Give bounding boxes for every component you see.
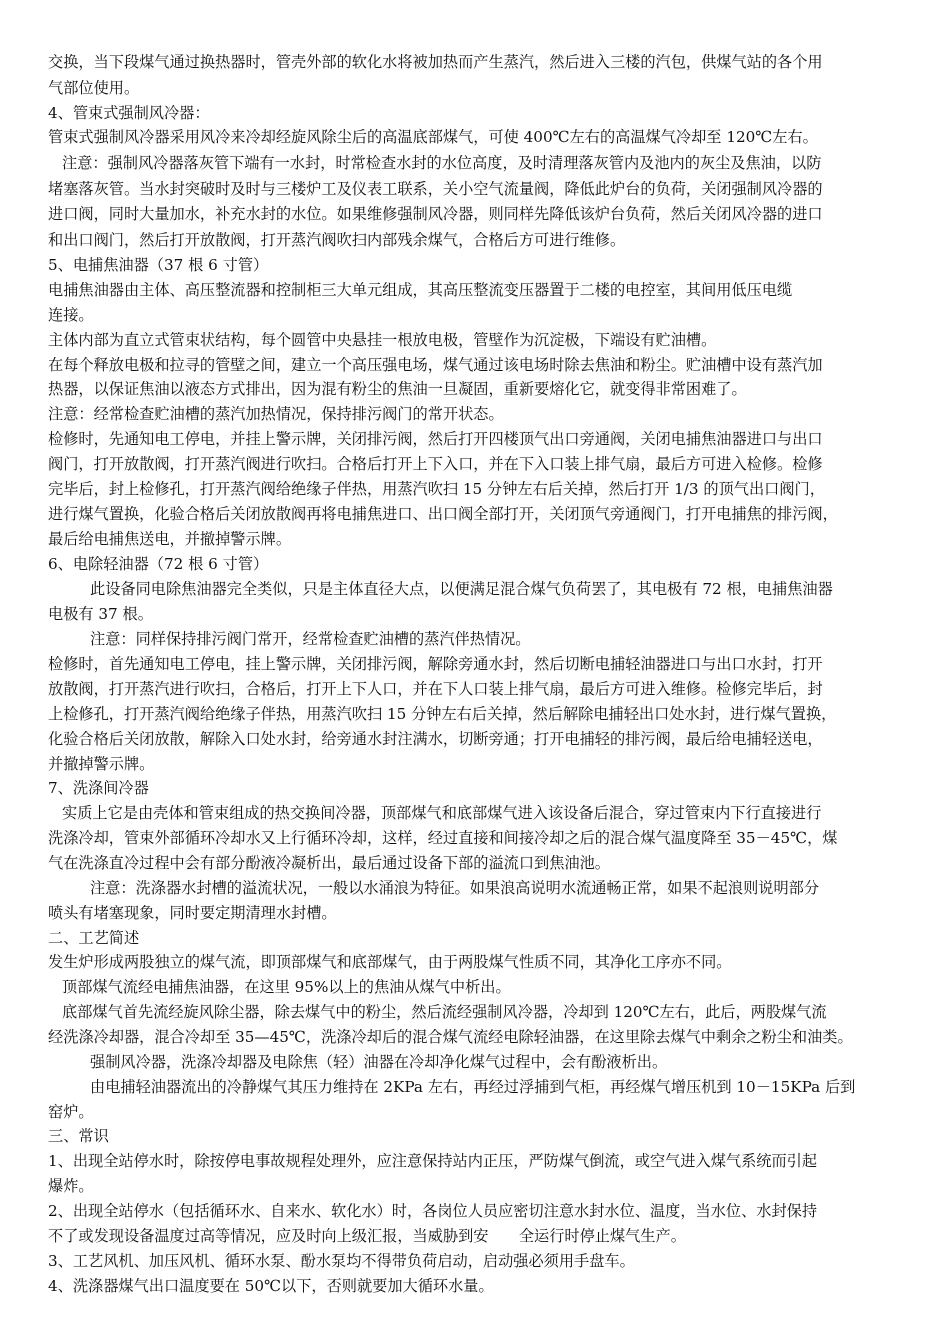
text-line: 2、出现全站停水（包括循环水、自来水、软化水）时，各岗位人员应密切注意水封水位、温度，当水位、水封保持 (48, 1202, 818, 1220)
text-line: 发生炉形成两股独立的煤气流，即顶部煤气和底部煤气，由于两股煤气性质不同，其净化工序亦不同。 (48, 953, 732, 971)
note-line: 注意：强制风冷器落灰管下端有一水封，时常检查水封的水位高度，及时清理落灰管内及池内的灰尘及焦油，以防 (62, 154, 822, 172)
text-line: 经洗涤冷却器，混合冷却至 35—45℃，洗涤冷却后的混合煤气流经电除轻油器，在这里除去煤气中剩余之粉尘和油类。 (48, 1028, 853, 1046)
text-line: 此设备同电除焦油器完全类似，只是主体直径大点，以便满足混合煤气负荷罢了，其电极有 72 根，电捕焦油器 (90, 580, 833, 598)
text-line: 顶部煤气流经电捕焦油器，在这里 95%以上的焦油从煤气中析出。 (62, 978, 511, 996)
text-line: 最后给电捕焦送电，并撤掉警示牌。 (48, 530, 291, 548)
text-line: 进口阀，同时大量加水，补充水封的水位。如果维修强制风冷器，则同样先降低该炉台负荷，然后关闭风冷器的进口 (48, 205, 823, 223)
section-heading: 5、电捕焦油器（37 根 6 寸管） (48, 256, 269, 274)
section-heading: 7、洗涤间冷器 (48, 779, 149, 797)
text-line: 喷头有堵塞现象，同时要定期清理水封槽。 (48, 904, 337, 922)
text-line: 放散阀，打开蒸汽进行吹扫，合格后，打开上下人口，并在下人口装上排气扇，最后方可进入维修。检修完毕后，封 (48, 680, 823, 698)
note-line: 注意：同样保持排污阀门常开，经常检查贮油槽的蒸汽伴热情况。 (90, 630, 531, 648)
text-line: 完毕后，封上检修孔，打开蒸汽阀给绝缘子伴热，用蒸汽吹扫 15 分钟左右后关掉，然后打开 1/3 的顶气出口阀门， (48, 480, 825, 498)
text-line: 1、出现全站停水时，除按停电事故规程处理外，应注意保持站内正压，严防煤气倒流，或空气进入煤气系统而引起 (48, 1152, 818, 1170)
text-line: 阀门，打开放散阀，打开蒸汽阀进行吹扫。合格后打开上下入口，并在下入口装上排气扇，最后方可进入检修。检修 (48, 455, 823, 473)
text-line: 交换，当下段煤气通过换热器时，管壳外部的软化水将被加热而产生蒸汽，然后进入三楼的汽包，供煤气站的各个用 (48, 53, 823, 71)
text-line: 并撤掉警示牌。 (48, 755, 155, 773)
text-line: 检修时，先通知电工停电，并挂上警示牌，关闭排污阀，然后打开四楼顶气出口旁通阀，关闭电捕焦油器进口与出口 (48, 430, 823, 448)
text-line: 堵塞落灰管。当水封突破时及时与三楼炉工及仪表工联系，关小空气流量阀，降低此炉台的负荷，关闭强制风冷器的 (48, 180, 823, 198)
text-line: 上检修孔，打开蒸汽阀给绝缘子伴热，用蒸汽吹扫 15 分钟左右后关掉，然后解除电捕轻出口处水封，进行煤气置换， (48, 705, 837, 723)
section-heading: 6、电除轻油器（72 根 6 寸管） (48, 555, 269, 573)
section-heading: 4、管束式强制风冷器： (48, 104, 210, 122)
text-line: 气在洗涤直冷过程中会有部分酚液冷凝析出，最后通过设备下部的溢流口到焦油池。 (48, 854, 610, 872)
text-line: 主体内部为直立式管束状结构，每个圆管中央悬挂一根放电极，管壁作为沉淀极，下端设有贮油槽。 (48, 331, 717, 349)
text-line: 窑炉。 (48, 1103, 94, 1121)
text-line: 实质上它是由壳体和管束组成的热交换间冷器，顶部煤气和底部煤气进入该设备后混合，穿过管束内下行直接进行 (62, 804, 822, 822)
section-heading: 三、常识 (48, 1127, 109, 1145)
text-line: 进行煤气置换，化验合格后关闭放散阀再将电捕焦进口、出口阀全部打开，关闭顶气旁通阀门，打开电捕焦的排污阀， (48, 505, 838, 523)
text-line: 热器，以保证焦油以液态方式排出，因为混有粉尘的焦油一旦凝固，重新要熔化它，就变得非常困难了。 (48, 380, 747, 398)
text-line: 在每个释放电极和拉寻的管壁之间，建立一个高压强电场，煤气通过该电场时除去焦油和粉尘。贮油槽中设有蒸汽加 (48, 356, 823, 374)
section-heading: 二、工艺简述 (48, 929, 140, 947)
text-line: 电极有 37 根。 (48, 605, 153, 623)
text-line: 爆炸。 (48, 1177, 94, 1195)
text-line: 检修时，首先通知电工停电，挂上警示牌，关闭排污阀，解除旁通水封，然后切断电捕轻油器进口与出口水封，打开 (48, 655, 823, 673)
text-line: 3、工艺风机、加压风机、循环水泵、酚水泵均不得带负荷启动，启动强必须用手盘车。 (48, 1252, 635, 1270)
text-line: 底部煤气首先流经旋风除尘器，除去煤气中的粉尘，然后流经强制风冷器，冷却到 120℃左右，此后，两股煤气流 (62, 1003, 827, 1021)
text-line: 洗涤冷却，管束外部循环冷却水又上行循环冷却，这样，经过直接和间接冷却之后的混合煤气温度降至 35－45℃，煤 (48, 829, 838, 847)
text-line: 4、洗涤器煤气出口温度要在 50℃以下，否则就要加大循环水量。 (48, 1277, 494, 1295)
text-line: 化验合格后关闭放散，解除入口处水封，给旁通水封注满水，切断旁通；打开电捕轻的排污阀，最后给电捕轻送电， (48, 730, 823, 748)
text-line: 和出口阀门，然后打开放散阀，打开蒸汽阀吹扫内部残余煤气，合格后方可进行维修。 (48, 231, 626, 249)
text-line: 由电捕轻油器流出的冷静煤气其压力维持在 2KPa 左右，再经过浮捕到气柜，再经煤气增压机到 10－15KPa 后到 (90, 1078, 856, 1096)
text-line: 电捕焦油器由主体、高压整流器和控制柜三大单元组成，其高压整流变压器置于二楼的电控室，其间用低压电缆 (48, 281, 793, 299)
text-line: 不了或发现设备温度过高等情况，应及时向上级汇报，当威胁到安 全运行时停止煤气生产。 (48, 1227, 686, 1245)
text-line: 强制风冷器，洗涤冷却器及电除焦（轻）油器在冷却净化煤气过程中，会有酚液析出。 (90, 1053, 668, 1071)
note-line: 注意：洗涤器水封槽的溢流状况，一般以水涌浪为特征。如果浪高说明水流通畅正常，如果不起浪则说明部分 (90, 879, 819, 897)
text-line: 连接。 (48, 306, 94, 324)
text-line: 气部位使用。 (48, 79, 140, 97)
text-line: 管束式强制风冷器采用风冷来冷却经旋风除尘后的高温底部煤气，可使 400℃左右的高温煤气冷却至 120℃左右。 (48, 128, 818, 146)
note-line: 注意：经常检查贮油槽的蒸汽加热情况，保持排污阀门的常开状态。 (48, 405, 504, 423)
